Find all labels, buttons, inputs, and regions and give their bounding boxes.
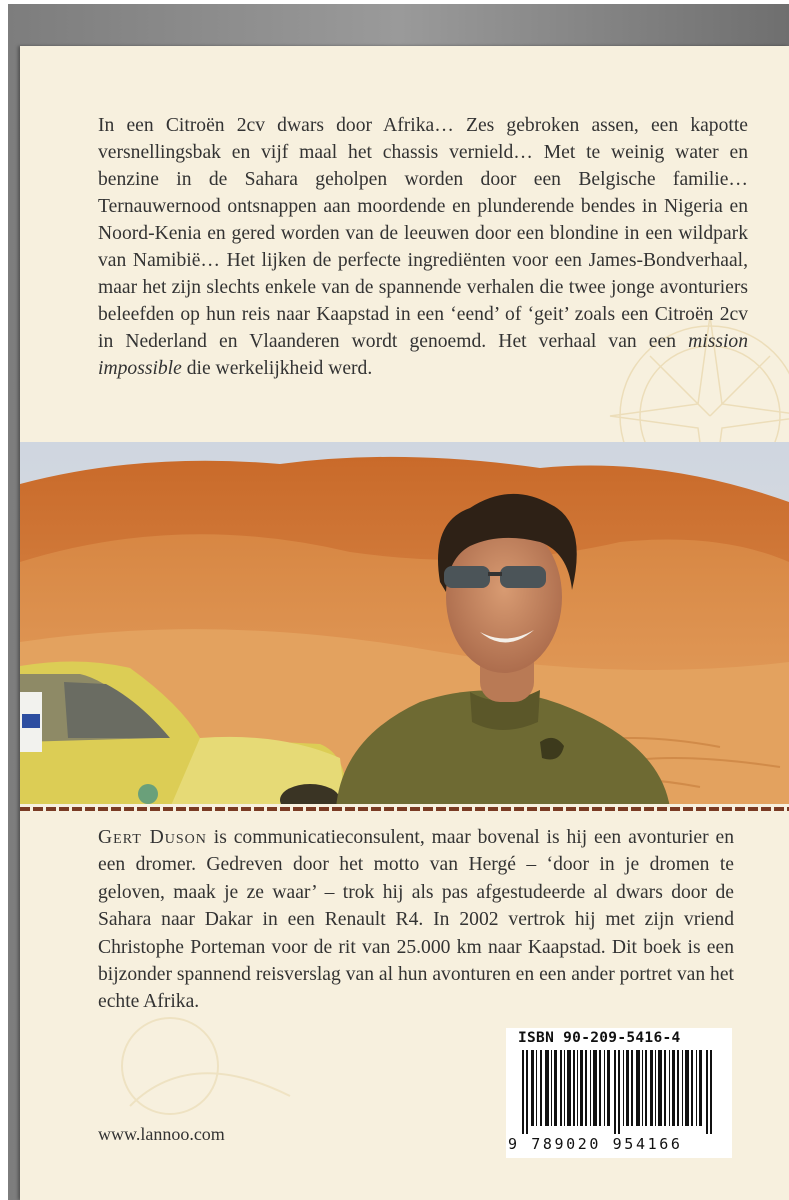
isbn-label: ISBN 90-209-5416-4	[518, 1030, 681, 1046]
publisher-website[interactable]: www.lannoo.com	[98, 1124, 225, 1144]
author-bio	[98, 824, 734, 1016]
photo-illustration	[20, 442, 789, 808]
barcode-digits: 9 789020 954166	[508, 1135, 683, 1153]
blurb-main-text: In een Citroën 2cv dwars door Afrika… Zes gebroken assen, een kapotte versnellingsbak en vijf maal het chassis vernield… Met te weinig water en benzine in de Sahara geholpen worden door een Belgische familie… Ternauwernood ontsnappen aan moordende en plunderende bendes in Nigeria en Noord-Kenia en gered worden van de leeuwen door een blondine in een wildpark van Namibië… Het lijken de perfecte ingrediënten voor een James-Bondverhaal, maar het zijn slechts enkele van de spannende verhalen die twee jonge avonturiers beleefden op hun reis naar Kaapstad in een ‘eend’ of ‘geit’ zoals een Citroën 2cv in Nederland en Vlaanderen wordt genoemd. Het verhaal van een	[98, 115, 748, 352]
author-bio-text: is communicatieconsulent, maar bovenal is hij een avonturier en een dromer. Gedreven door het motto van Hergé – ‘door in je dromen te geloven, maak je ze waar’ – trok hij als pas afgestudeerde al dwars door de Sahara naar Dakar in een Renault R4. In 2002 vertrok hij met zijn vriend Christophe Porteman voor de rit van 25.000 km naar Kaapstad. Dit boek is een bijzonder spannend reisverslag van al hun avonturen en een ander portret van het echte Afrika.	[98, 827, 734, 1013]
author-name: Gert Duson	[98, 827, 207, 848]
photo-bottom-border	[20, 804, 789, 816]
blurb-emphasis: mission impossible	[98, 331, 748, 379]
barcode-bars	[514, 1050, 724, 1134]
blurb-ending: die werkelijkheid werd.	[181, 358, 373, 379]
isbn-barcode	[506, 1028, 732, 1158]
book-back-cover	[20, 46, 789, 1200]
cover-photo-desert	[20, 442, 789, 808]
blurb-text	[98, 112, 748, 382]
